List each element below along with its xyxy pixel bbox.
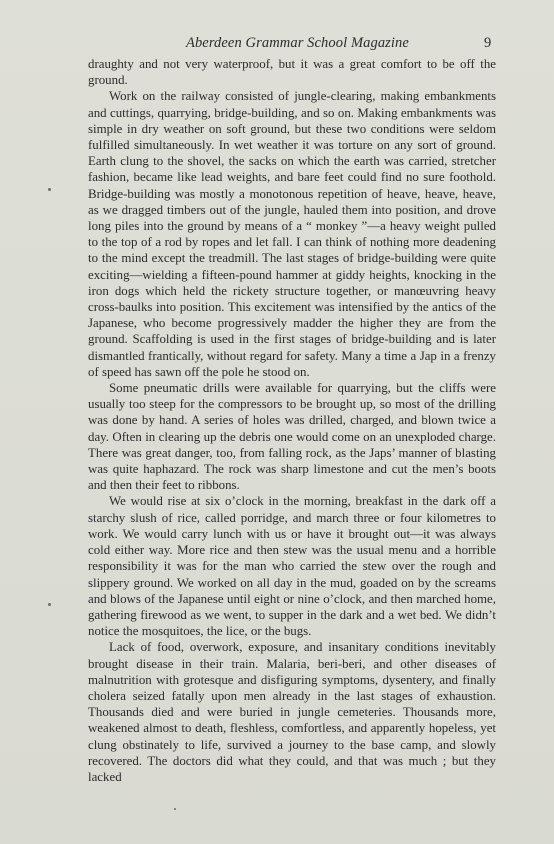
- running-title: Aberdeen Grammar School Magazine: [186, 35, 409, 51]
- running-head: [0, 35, 554, 55]
- paragraph-quarrying: Some pneumatic drills were available for quarrying, but the cliffs were usually too steep for the compressors to be brought up, so most of the drilling was done by hand. A series of holes was drilled, charged, and blown twice a day. Often in clearing up the debris one would come on an unexploded charge. There was great danger, too, from falling rock, as the Japs’ manner of blasting was quite haphazard. The rock was sharp limestone and cut the men’s boots and then their feet to ribbons.: [88, 381, 496, 493]
- paper-speck: [174, 808, 176, 810]
- paragraph-daily-routine: We would rise at six o’clock in the morning, breakfast in the dark off a starchy slush of rice, called porridge, and march three or four kilometres to work. We would carry lunch with us or have it brought out—it was always cold either way. More rice and then stew was the usual menu and a horrible responsibility it was for the man who carried the stew over the rough and slippery ground. We worked on all day in the mud, goaded on by the screams and blows of the Japanese until eight or nine o’clock, and then marched home, gathering firewood as we went, to supper in the dark and a wet bed. We didn’t notice the mosquitoes, the lice, or the bugs.: [88, 494, 496, 639]
- paragraph-continued: draughty and not very waterproof, but it was a great comfort to be off the ground.: [88, 57, 496, 88]
- paragraph-disease: Lack of food, overwork, exposure, and insanitary conditions inevitably brought disease in their train. Malaria, beri-beri, and other diseases of malnutrition with grotesque and disfiguring symptoms, dysentery, and finally cholera seized fatally upon men already in the last stages of exhaustion. Thousands died and were buried in jungle cemeteries. Thousands more, weakened almost to death, fleshless, comfortless, and apparently hopeless, yet clung obstinately to life, survived a journey to the base camp, and slowly recovered. The doctors did what they could, and that was much ; but they lacked: [88, 640, 496, 784]
- paragraph-railway-work: Work on the railway consisted of jungle-clearing, making embankments and cuttings, quarrying, bridge-building, and so on. Making embankments was simple in dry weather on soft ground, but these two conditions were seldom fulfilled simultaneously. In wet weather it was torture on any sort of ground. Earth clung to the shovel, the sacks on which the earth was carried, stretcher fashion, became like lead weights, and bare feet could find no sure foothold. Bridge-building was mostly a monotonous repetition of heave, heave, heave, as we dragged timbers out of the jungle, hauled them into position, and drove long piles into the ground by means of a “ monkey ”—a heavy weight pulled to the top of a rod by ropes and let fall. I can think of nothing more deadening to the mind except the treadmill. The last stages of bridge-building were quite exciting—wielding a fifteen-pound hammer at giddy heights, knocking in the iron dogs which held the rickety structure together, or manœuvring heavy cross-baulks into position. This excitement was intensified by the antics of the Japanese, who become progressively madder the higher they are from the ground. Scaffolding is used in the first stages of bridge-building and is later dismantled frantically, without regard for safety. Many a time a Jap in a frenzy of speed has sawn off the pole he stood on.: [88, 89, 496, 379]
- paper-speck: [48, 603, 51, 606]
- paper-speck: [48, 188, 51, 191]
- page-number: 9: [484, 35, 492, 51]
- article-body: [88, 56, 496, 785]
